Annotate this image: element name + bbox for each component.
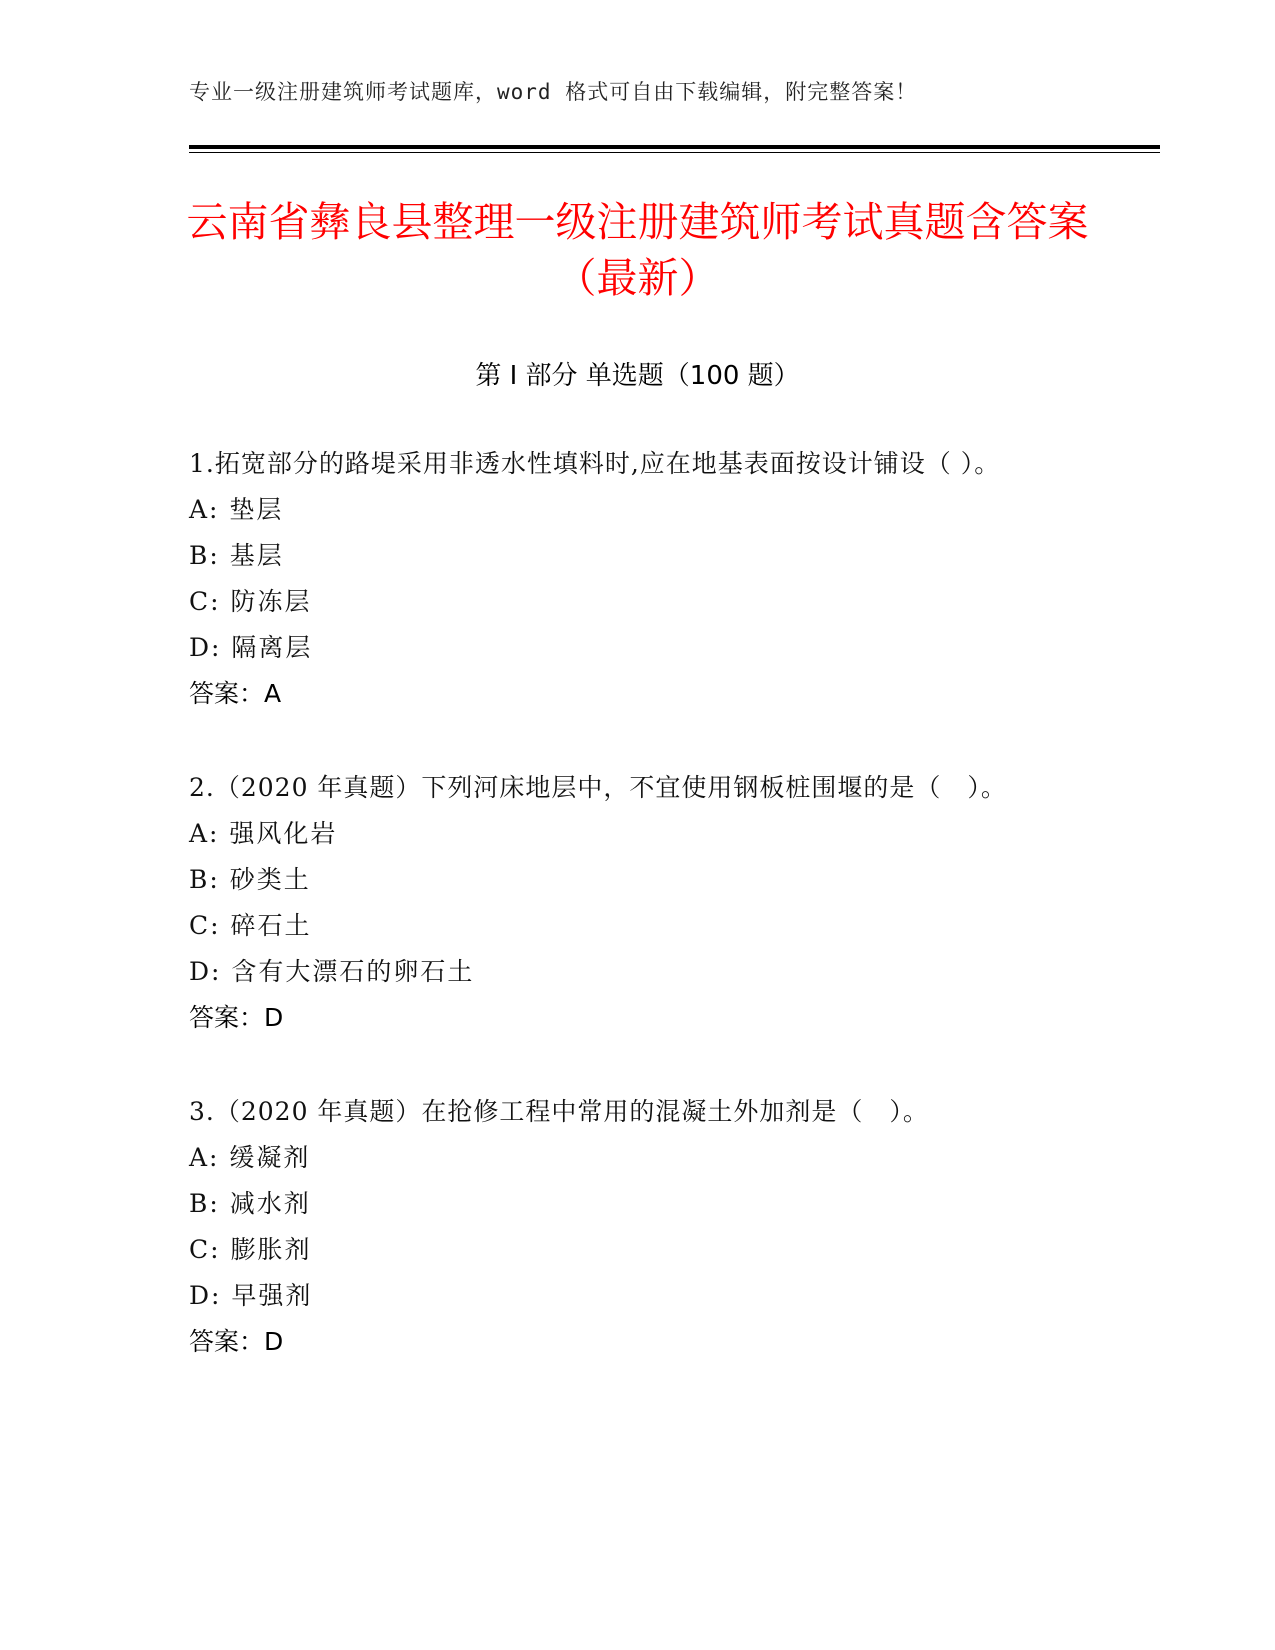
option-b: B: 砂类土 <box>189 865 311 894</box>
option-d: D: 含有大漂石的卵石土 <box>189 957 475 986</box>
header-divider-thin <box>189 152 1160 153</box>
question-item <box>189 764 1069 1041</box>
question-list <box>189 440 1069 1412</box>
option-d: D: 隔离层 <box>189 633 313 662</box>
option-a: A: 缓凝剂 <box>189 1143 311 1172</box>
header-note: 专业一级注册建筑师考试题库，word 格式可自由下载编辑，附完整答案！ <box>189 80 918 104</box>
section-title: 第 I 部分 单选题（100 题） <box>475 361 800 391</box>
document-title: 云南省彝良县整理一级注册建筑师考试真题含答案（最新） <box>186 198 1089 302</box>
option-b: B: 基层 <box>189 541 284 570</box>
question-stem: 2.（2020 年真题）下列河床地层中，不宜使用钢板桩围堰的是（ ）。 <box>189 773 1007 802</box>
option-c: C: 膨胀剂 <box>189 1235 312 1264</box>
option-a: A: 垫层 <box>189 495 284 524</box>
header-divider-thick <box>189 145 1160 149</box>
option-c: C: 防冻层 <box>189 587 312 616</box>
option-a: A: 强风化岩 <box>189 819 338 848</box>
option-c: C: 碎石土 <box>189 911 312 940</box>
question-item <box>189 1088 1069 1365</box>
question-stem: 1.拓宽部分的路堤采用非透水性填料时,应在地基表面按设计铺设（ ）。 <box>189 449 1001 478</box>
answer-line: 答案：D <box>189 1003 284 1032</box>
option-d: D: 早强剂 <box>189 1281 313 1310</box>
option-b: B: 减水剂 <box>189 1189 311 1218</box>
answer-line: 答案：D <box>189 1327 284 1356</box>
question-stem: 3.（2020 年真题）在抢修工程中常用的混凝土外加剂是（ ）。 <box>189 1097 929 1126</box>
answer-line: 答案：A <box>189 679 282 708</box>
question-item <box>189 440 1069 717</box>
